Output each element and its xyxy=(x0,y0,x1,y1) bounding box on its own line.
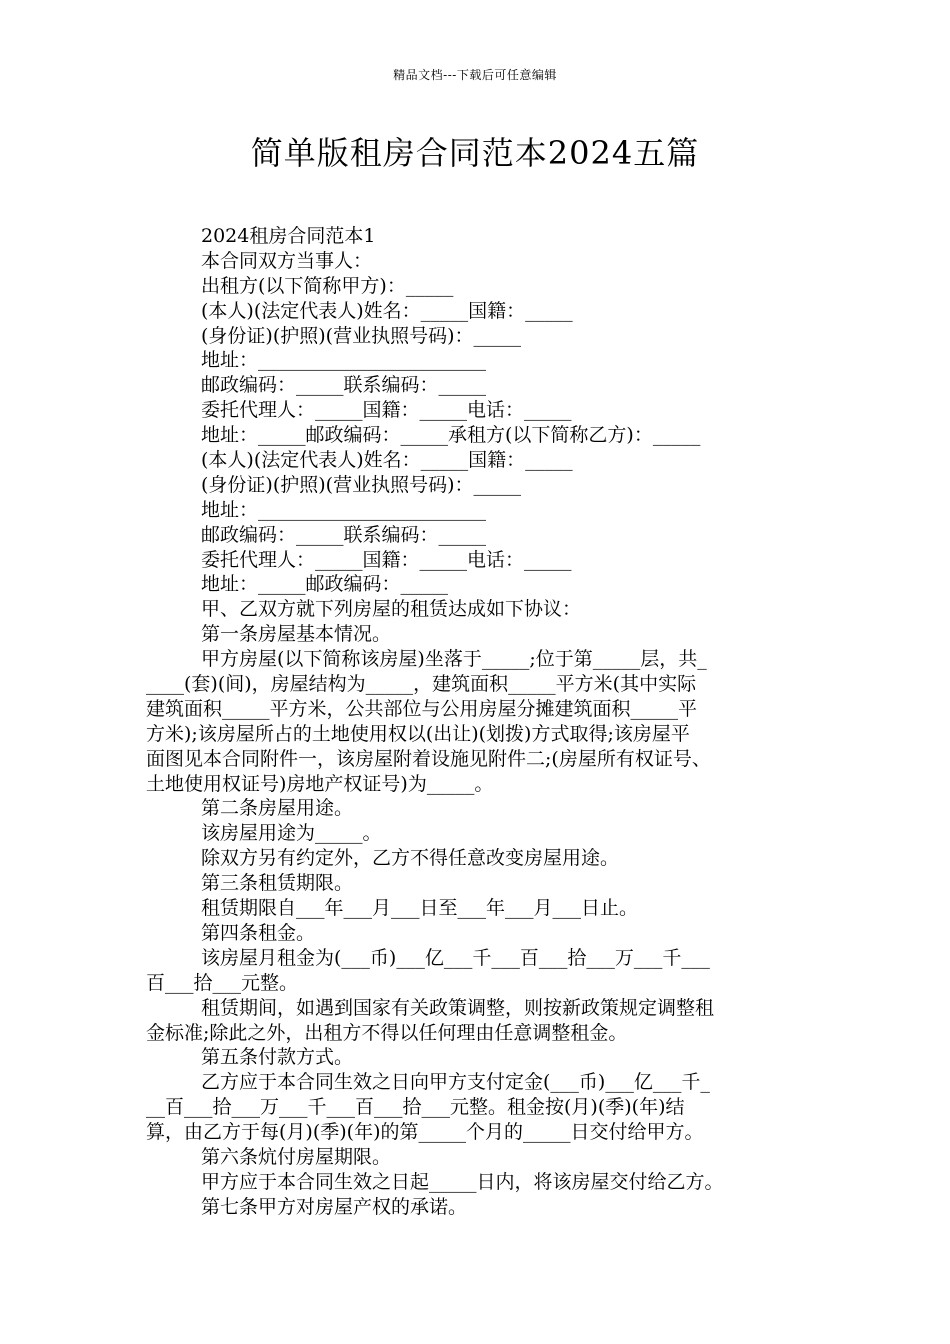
page-header: 精品文档---下载后可任意编辑 xyxy=(393,68,557,82)
text-line: 土地使用权证号)房地产权证号)为_____。 xyxy=(146,772,494,795)
text-line: 委托代理人：_____国籍：_____电话：_____ xyxy=(201,548,572,571)
contract-body xyxy=(146,224,810,1220)
text-line: (本人)(法定代表人)姓名：_____国籍：_____ xyxy=(201,449,573,472)
text-line: 邮政编码：_____联系编码：_____ xyxy=(201,374,487,397)
text-line: 金标准;除此之外，出租方不得以任何理由任意调整租金。 xyxy=(146,1021,628,1044)
text-line: 第六条炕付房屋期限。 xyxy=(201,1145,392,1168)
text-line: 该房屋月租金为(___币)___亿___千___百___拾___万___千___ xyxy=(201,946,710,969)
text-line: 地址：_____邮政编码：_____ xyxy=(201,573,449,596)
text-line: 乙方应于本合同生效之日向甲方支付定金(___币)___亿___千_ xyxy=(201,1071,710,1094)
text-line: 委托代理人：_____国籍：_____电话：_____ xyxy=(201,399,572,422)
text-line: 租赁期间，如遇到国家有关政策调整，则按新政策规定调整租 xyxy=(201,996,715,1019)
document-title: 简单版租房合同范本2024五篇 xyxy=(250,134,700,172)
text-line: 算，由乙方于每(月)(季)(年)的第_____个月的_____日交付给甲方。 xyxy=(146,1121,704,1144)
text-line: 百___拾___元整。 xyxy=(146,971,299,994)
text-line: __百___拾___万___千___百___拾___元整。租金按(月)(季)(年)结 xyxy=(146,1096,685,1119)
text-line: 建筑面积_____平方米，公共部位与公用房屋分摊建筑面积_____平 xyxy=(146,697,698,720)
text-line: 除双方另有约定外，乙方不得任意改变房屋用途。 xyxy=(201,847,620,870)
text-line: 本合同双方当事人： xyxy=(201,249,373,272)
text-line: 该房屋用途为_____。 xyxy=(201,822,382,845)
text-line: 第四条租金。 xyxy=(201,921,316,944)
text-line: 地址：________________________ xyxy=(201,349,487,372)
text-line: 出租方(以下简称甲方)：_____ xyxy=(201,274,454,297)
text-line: 地址：_____邮政编码：_____承租方(以下简称乙方)：_____ xyxy=(201,424,701,447)
text-line: 甲方应于本合同生效之日起_____日内，将该房屋交付给乙方。 xyxy=(201,1170,724,1193)
text-line: 邮政编码：_____联系编码：_____ xyxy=(201,523,487,546)
text-line: 方米);该房屋所占的土地使用权以(出让)(划拨)方式取得;该房屋平 xyxy=(146,722,690,745)
text-line: 第三条租赁期限。 xyxy=(201,872,354,895)
text-line: 甲、乙双方就下列房屋的租赁达成如下协议： xyxy=(201,598,582,621)
text-line: 租赁期限自___年___月___日至___年___月___日止。 xyxy=(201,897,639,920)
text-line: 第五条付款方式。 xyxy=(201,1046,354,1069)
text-line: 第七条甲方对房屋产权的承诺。 xyxy=(201,1195,468,1218)
text-line: 第二条房屋用途。 xyxy=(201,797,354,820)
text-line: 面图见本合同附件一，该房屋附着设施见附件二;(房屋所有权证号、 xyxy=(146,747,711,770)
text-line: ____(套)(间)，房屋结构为_____，建筑面积_____平方米(其中实际 xyxy=(146,673,697,696)
text-line: (身份证)(护照)(营业执照号码)：_____ xyxy=(201,473,521,496)
text-line: (身份证)(护照)(营业执照号码)：_____ xyxy=(201,324,521,347)
text-line: 甲方房屋(以下简称该房屋)坐落于_____;位于第_____层，共_ xyxy=(201,648,707,671)
text-line: 2024租房合同范本1 xyxy=(201,225,376,247)
text-line: (本人)(法定代表人)姓名：_____国籍：_____ xyxy=(201,299,573,322)
text-line: 第一条房屋基本情况。 xyxy=(201,623,392,646)
text-line: 地址：________________________ xyxy=(201,498,487,521)
